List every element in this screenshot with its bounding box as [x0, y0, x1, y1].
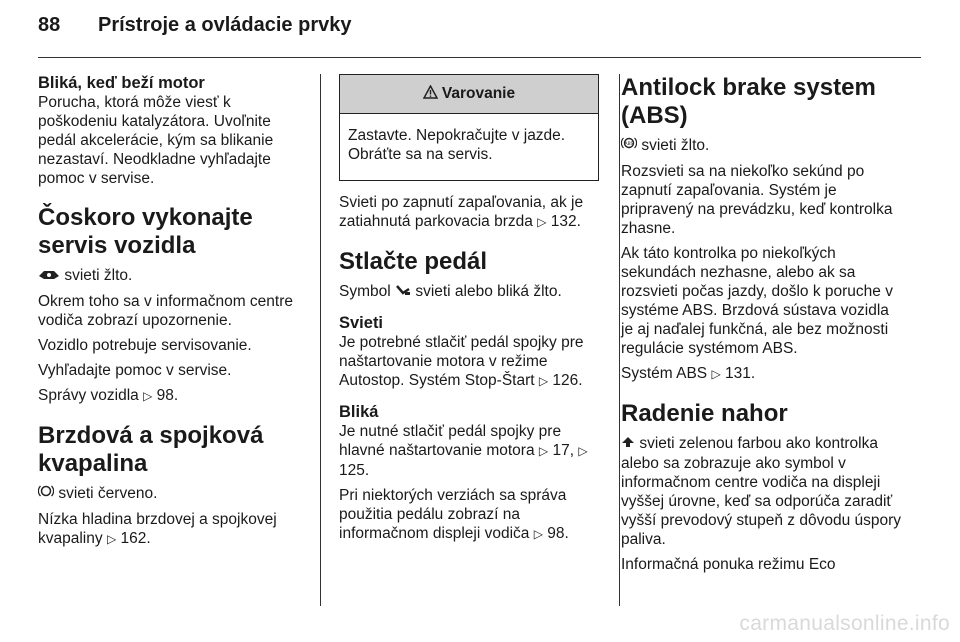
brake-p1-ref[interactable]: 162.: [120, 530, 151, 547]
brake-heading: Brzdová a spojková kvapalina: [38, 422, 264, 477]
pedal-symbol-line: [339, 282, 604, 302]
warning-triangle-icon: [423, 85, 438, 104]
brake-status-text: svieti červeno.: [58, 485, 158, 502]
pedal-display-text: [339, 486, 604, 544]
header-rule: [38, 57, 921, 58]
abs-heading: Antilock brake system (ABS): [621, 74, 876, 129]
service-p1: Okrem toho sa v informačnom centre vodiča zobrazí upozornenie.: [38, 293, 293, 329]
service-p4: [38, 386, 303, 406]
blika-ref-2[interactable]: 125.: [339, 462, 370, 479]
reference-arrow-icon: ▷: [533, 527, 543, 541]
warning-text: Zastavte. Nepokračujte v jazde. Obráťte sa na servis.: [348, 127, 566, 163]
column-divider-2: [619, 74, 620, 606]
page-header: [38, 14, 351, 37]
abs-status-text: svieti žlto.: [641, 137, 710, 154]
reference-arrow-icon: ▷: [538, 444, 549, 458]
blika-sentence: Je nutné stlačiť pedál spojky pre hlavné naštartovanie motora: [339, 423, 562, 459]
reference-arrow-icon: ▷: [537, 215, 547, 229]
abs-p2: Ak táto kontrolka po niekoľkých sekundách nezhasne, alebo ak sa rozsvieti počas jazdy, došlo k poruche v systéme ABS. Brzdová sústava vozidla je aj naďalej funkčná, ale bez možnosti regulácie systémom ABS.: [621, 245, 893, 357]
shift-p1: [621, 434, 903, 549]
abs-icon: [621, 136, 637, 156]
brake-p1-text: Nízka hladina brzdovej a spojkovej kvapaliny: [38, 511, 277, 547]
svieti-ref[interactable]: 126.: [552, 372, 583, 389]
warning-header: [340, 75, 598, 114]
service-status-line: [38, 266, 303, 286]
watermark: carmanualsonline.info: [739, 612, 950, 635]
abs-status-line: [621, 136, 903, 156]
pedal-icon: [395, 283, 411, 302]
reference-arrow-icon: ▷: [711, 367, 721, 381]
wrench-car-icon: [38, 267, 60, 286]
pedal-heading: Stlačte pedál: [339, 248, 488, 275]
pedal-display-ref[interactable]: 98.: [547, 525, 569, 542]
abs-p3: [621, 364, 903, 384]
svieti-heading: Svieti: [339, 314, 384, 332]
parking-brake-ref[interactable]: 132.: [550, 213, 581, 230]
service-p4-ref[interactable]: 98.: [156, 387, 179, 404]
blika-heading: Bliká: [339, 403, 379, 421]
warning-title: Varovanie: [441, 85, 516, 102]
reference-arrow-icon: ▷: [578, 444, 588, 458]
pedal-display-sentence: Pri niektorých verziách sa správa použitia pedálu zobrazí na informačnom displeji vodiča: [339, 487, 567, 542]
abs-p1: Rozsvieti sa na niekoľko sekúnd po zapnutí zapaľovania. Systém je pripravený na prevádzku, keď kontrolka zhasne.: [621, 163, 893, 237]
shift-p1-text: svieti zelenou farbou ako kontrolka alebo sa zobrazuje ako symbol v informačnom centre vodiča na displeji vyššej úrovne, keď sa odporúča zaradiť vyšší prevodový stupeň z dôvodu úspory paliva.: [621, 435, 902, 548]
abs-p3-ref[interactable]: 131.: [725, 365, 756, 382]
page-number: 88: [38, 14, 61, 36]
service-p4-text: Správy vozidla: [38, 387, 139, 404]
parking-brake-sentence: Svieti po zapnutí zapaľovania, ak je zatiahnutá parkovacia brzda: [339, 194, 584, 230]
pedal-symbol-post: svieti alebo bliká žlto.: [415, 283, 562, 300]
service-status-text: svieti žlto.: [64, 267, 133, 284]
page-title: Prístroje a ovládacie prvky: [98, 14, 352, 36]
column-3: [621, 74, 903, 580]
svieti-text: [339, 333, 604, 391]
svieti-sentence: Je potrebné stlačiť pedál spojky pre naštartovanie motora v režime Autostop. Systém Stop-Štart: [339, 334, 584, 389]
warning-box: [339, 74, 599, 181]
blink-text: Porucha, ktorá môže viesť k poškodeniu katalyzátora. Uvoľnite pedál akcelerácie, kým sa blikanie nezastaví. Neodkladne vyhľadajte pomoc v servise.: [38, 94, 274, 187]
column-1: [38, 74, 303, 555]
blika-text: [339, 422, 604, 480]
upshift-arrow-icon: [621, 435, 635, 454]
reference-arrow-icon: ▷: [143, 389, 153, 403]
shift-heading: Radenie nahor: [621, 400, 788, 427]
brake-warning-icon: [38, 484, 54, 504]
shift-p2: Informačná ponuka režimu Eco: [621, 556, 836, 573]
blink-heading: Bliká, keď beží motor: [38, 74, 205, 92]
pedal-symbol-pre: Symbol: [339, 283, 391, 300]
blika-ref-1[interactable]: 17,: [552, 442, 575, 459]
column-2: [339, 74, 604, 550]
brake-p1: [38, 510, 303, 549]
service-p2: Vozidlo potrebuje servisovanie.: [38, 337, 252, 354]
abs-p3-text: Systém ABS: [621, 365, 708, 382]
service-heading: Čoskoro vykonajte servis vozidla: [38, 204, 253, 259]
parking-brake-text: [339, 193, 604, 232]
service-p3: Vyhľadajte pomoc v servise.: [38, 362, 232, 379]
brake-status-line: [38, 484, 303, 504]
reference-arrow-icon: ▷: [106, 532, 117, 546]
svg-text:ABS: ABS: [624, 141, 634, 147]
reference-arrow-icon: ▷: [538, 374, 549, 388]
column-divider-1: [320, 74, 321, 606]
